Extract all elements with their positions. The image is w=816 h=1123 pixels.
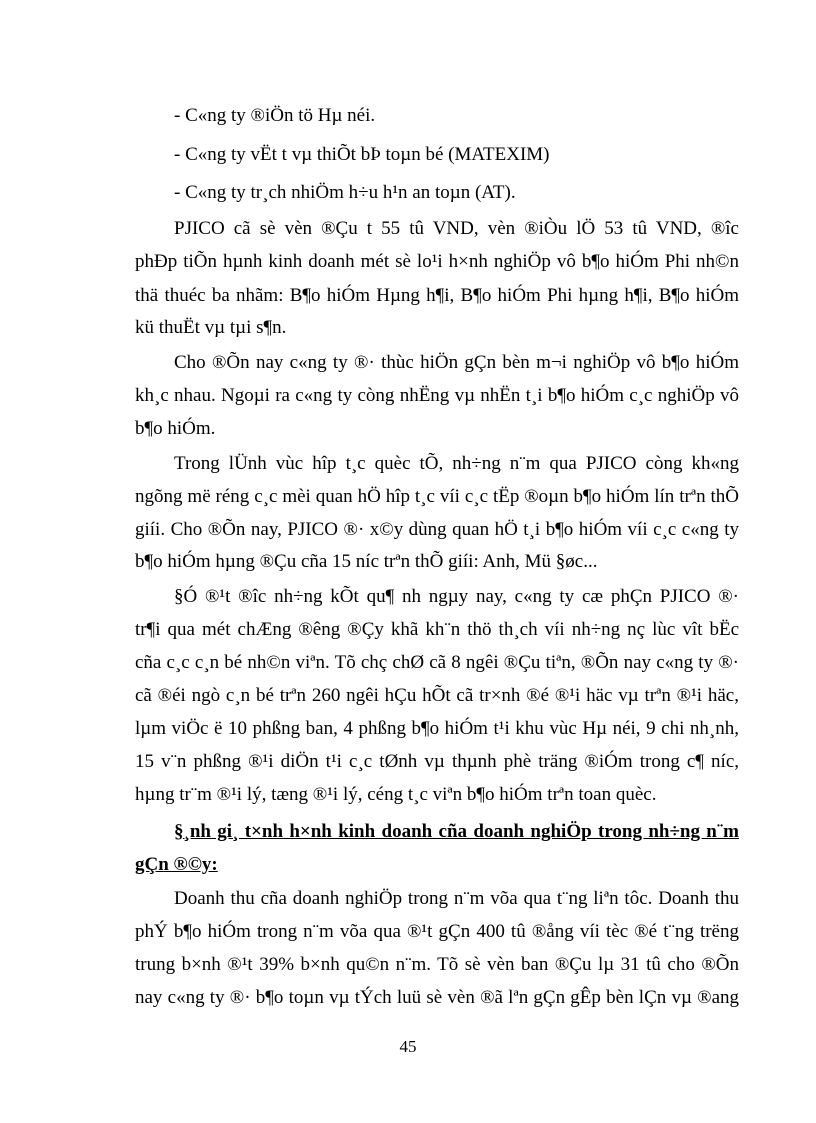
paragraph-line: 15 v¨n phßng ®¹i diÖn t¹i c¸c tØnh vµ thµnh phè träng ®iÓm trong c¶ níc, (135, 751, 739, 772)
paragraph-line: tr¶i qua mét chÆng ®êng ®Çy khã kh¨n thö th¸ch víi nh÷ng nç lùc vît bËc (135, 619, 739, 640)
paragraph-line: kh¸c nhau. Ngoµi ra c«ng ty còng nhËng vµ nhËn t¸i b¶o hiÓm c¸c nghiÖp vô (135, 385, 739, 406)
heading-line: §¸nh gi¸ t×nh h×nh kinh doanh cña doanh nghiÖp trong nh÷ng n¨m (174, 821, 739, 842)
paragraph-line: cã ®éi ngò c¸n bé trªn 260 ngêi hÇu hÕt cã tr×nh ®é ®¹i häc vµ trªn ®¹i häc, (135, 685, 739, 706)
paragraph-line: trung b×nh ®¹t 39% b×nh qu©n n¨m. Tõ sè vèn ban ®Çu lµ 31 tû cho ®Õn (135, 954, 739, 975)
paragraph-line: PJICO cã sè vèn ®Çu t 55 tû VND, vèn ®iÒu lÖ 53 tû VND, ®îc (174, 218, 739, 239)
heading-line: gÇn ®©y: (135, 854, 218, 875)
paragraph-line: b¶o hiÓm. (135, 418, 216, 439)
paragraph-line: phÝ b¶o hiÓm trong n¨m võa qua ®¹t gÇn 400 tû ®ång víi tèc ®é t¨ng trëng (135, 921, 739, 942)
paragraph-line: Trong lÜnh vùc hîp t¸c quèc tÕ, nh÷ng n¨m qua PJICO còng kh«ng (174, 453, 739, 474)
paragraph-line: lµm viÖc ë 10 phßng ban, 4 phßng b¶o hiÓm t¹i khu vùc Hµ néi, 9 chi nh¸nh, (135, 718, 739, 739)
bullet-item: - C«ng ty vËt t vµ thiÕt bÞ toµn bé (MATEXIM) (174, 144, 550, 165)
paragraph-line: b¶o hiÓm hµng ®Çu cña 15 níc trªn thÕ giíi: Anh, Mü §øc... (135, 551, 598, 572)
paragraph-line: giíi. Cho ®Õn nay, PJICO ®· x©y dùng quan hÖ t¸i b¶o hiÓm víi c¸c c«ng ty (135, 519, 739, 540)
paragraph-line: §Ó ®¹t ®îc nh÷ng kÕt qu¶ nh ngµy nay, c«ng ty cæ phÇn PJICO ®· (174, 586, 739, 607)
bullet-item: - C«ng ty ®iÖn tö Hµ néi. (174, 105, 376, 126)
paragraph-line: nay c«ng ty ®· b¶o toµn vµ tÝch luü sè vèn ®ã lªn gÇn gÊp bèn lÇn vµ ®ang (135, 987, 739, 1008)
paragraph-line: thä thuéc ba nhãm: B¶o hiÓm Hµng h¶i, B¶o hiÓm Phi hµng h¶i, B¶o hiÓm (135, 285, 739, 306)
paragraph-line: Cho ®Õn nay c«ng ty ®· thùc hiÖn gÇn bèn m¬i nghiÖp vô b¶o hiÓm (174, 352, 739, 373)
bullet-item: - C«ng ty tr¸ch nhiÖm h÷u h¹n an toµn (AT). (174, 182, 516, 203)
paragraph-line: ngõng më réng c¸c mèi quan hÖ hîp t¸c víi c¸c tËp ®oµn b¶o hiÓm lín trªn thÕ (135, 486, 739, 507)
paragraph-line: hµng tr¨m ®¹i lý, tæng ®¹i lý, céng t¸c viªn b¶o hiÓm trªn toan quèc. (135, 784, 657, 805)
paragraph-line: Doanh thu cña doanh nghiÖp trong n¨m võa qua t¨ng liªn tôc. Doanh thu (174, 888, 739, 909)
paragraph-line: phÐp tiÕn hµnh kinh doanh mét sè lo¹i h×nh nghiÖp vô b¶o hiÓm Phi nh©n (135, 251, 739, 272)
paragraph-line: cña c¸c c¸n bé nh©n viªn. Tõ chç chØ cã 8 ngêi ®Çu tiªn, ®Õn nay c«ng ty ®· (135, 652, 739, 673)
paragraph-line: kü thuËt vµ tµi s¶n. (135, 317, 287, 338)
page-number: 45 (399, 1037, 417, 1056)
